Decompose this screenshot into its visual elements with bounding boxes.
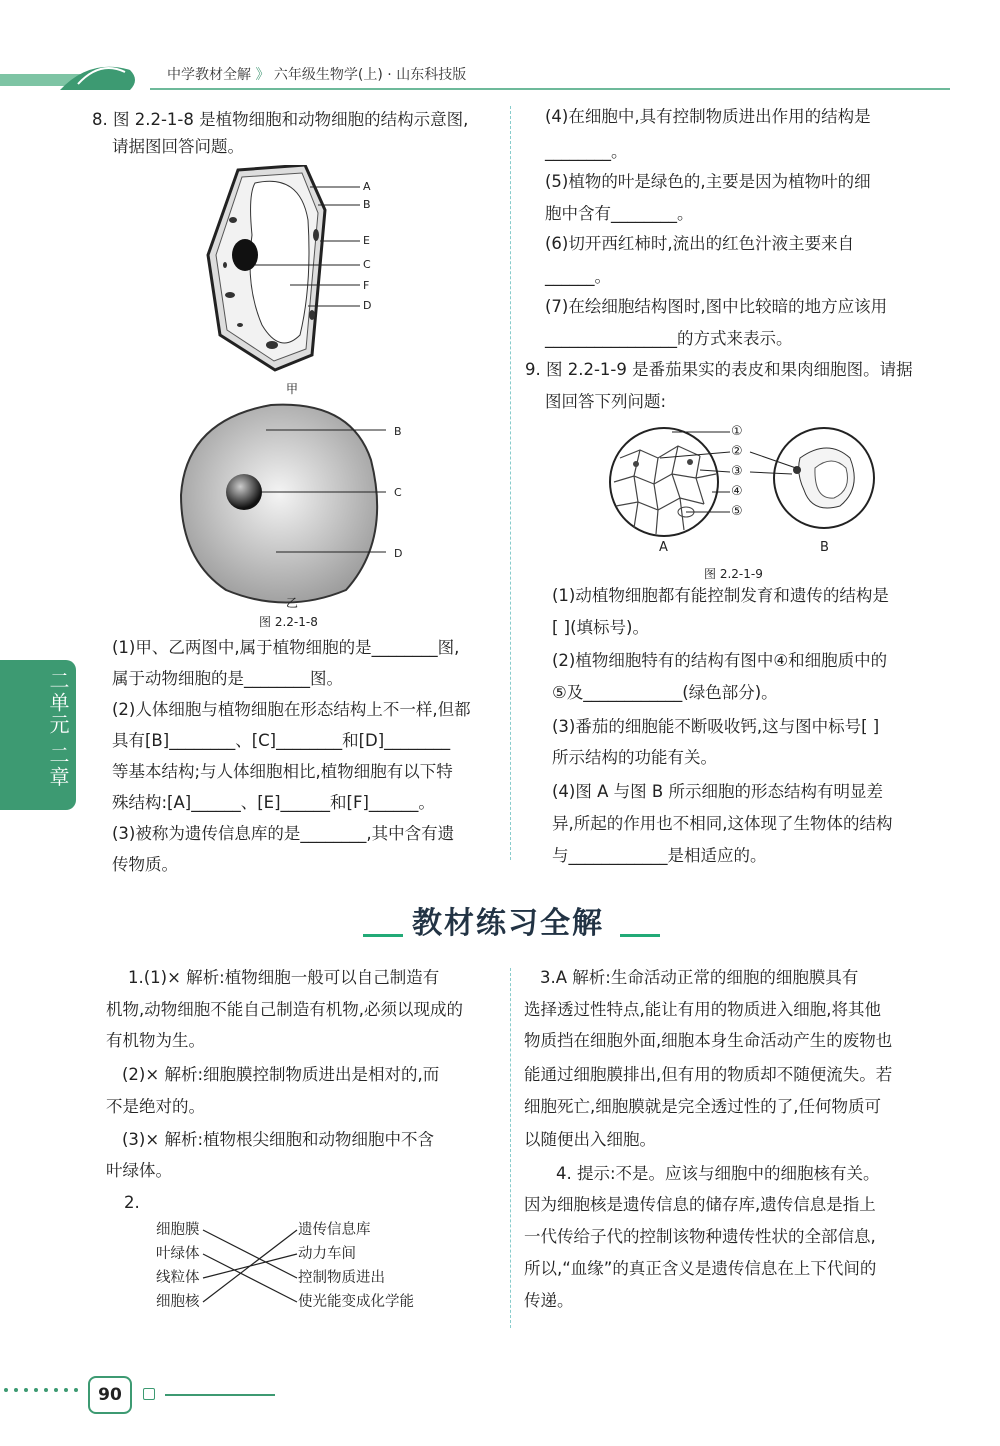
match-left-3: 线粒体 [156,1270,200,1286]
page-number: 90 [88,1376,132,1414]
q9-s1-a: (1)动植物细胞都有能控制发育和遗传的结构是 [552,586,889,605]
answer-4-b: 因为细胞核是遗传信息的储存库,遗传信息是指上 [524,1195,876,1214]
q8-stem-2: 请据图回答问题。 [112,137,244,156]
match-right-3: 控制物质进出 [298,1270,385,1286]
subject-title: 六年级生物学(上) [273,67,383,83]
answer-3-a: 3.A 解析:生命活动正常的细胞的细胞膜具有 [540,968,859,987]
animal-label-b: B [394,425,402,438]
answer-1-3-a: (3)× 解析:植物根尖细胞和动物细胞中不含 [122,1130,435,1149]
q8-s6-a: (6)切开西红柿时,流出的红色汁液主要来自 [545,234,855,253]
q8-s3-a: (3)被称为遗传信息库的是________,其中含有遗 [112,824,455,843]
q9-label-1: ① [731,424,743,439]
answer-3-c: 物质挡在细胞外面,细胞本身生命活动产生的废物也 [524,1031,893,1050]
footer-dots [0,1382,84,1398]
q8-s4-a: (4)在细胞中,具有控制物质进出作用的结构是 [545,107,871,126]
q8-s2-d: 殊结构:[A]______、[E]______和[F]______。 [112,793,435,812]
match-left-4: 细胞核 [156,1294,200,1310]
q9-stem-2: 图回答下列问题: [545,392,667,411]
q9-s4-b: 异,所起的作用也不相同,这体现了生物体的结构 [552,814,893,833]
plant-label-a: A [363,180,371,193]
matching-lines [200,1220,300,1320]
answer-3-e: 细胞死亡,细胞膜就是完全透过性的了,任何物质可 [524,1097,881,1116]
q9-label-5: ⑤ [731,504,743,519]
answer-1-1-c: 有机物为生。 [106,1031,205,1050]
plant-caption: 甲 [286,382,299,396]
answer-4-d: 所以,“血缘”的真正含义是遗传信息在上下代间的 [524,1259,877,1278]
animal-label-d: D [394,547,403,560]
q8-s5-a: (5)植物的叶是绿色的,主要是因为植物叶的细 [545,172,871,191]
q9-label-3: ③ [731,464,743,479]
q8-s2-b: 具有[B]________、[C]________和[D]________ [112,731,451,750]
plant-label-c: C [363,258,371,271]
match-left-2: 叶绿体 [156,1246,200,1262]
animal-cell-diagram [176,400,416,610]
match-right-4: 使光能变成化学能 [298,1294,414,1310]
answer-3-f: 以随便出入细胞。 [524,1130,656,1149]
plant-label-f: F [363,279,370,292]
book-title: 中学教材全解 [167,67,251,83]
answer-4-c: 一代传给子代的控制该物种遗传性状的全部信息, [524,1227,876,1246]
answer-1-1-a: 1.(1)× 解析:植物细胞一般可以自己制造有 [128,968,440,987]
animal-caption: 乙 [286,596,299,610]
answer-4-a: 4. 提示:不是。应该与细胞中的细胞核有关。 [556,1164,880,1183]
q9-s4-a: (4)图 A 与图 B 所示细胞的形态结构有明显差 [552,782,883,801]
unit-side-text: 二单元 二章 [46,670,70,789]
answer-1-2-b: 不是绝对的。 [106,1097,205,1116]
q9-panel-b: B [820,540,829,555]
q9-panel-a: A [659,540,668,555]
q9-s1-b: [ ](填标号)。 [552,618,649,637]
running-header: 中学教材全解 》 六年级生物学(上) · 山东科技版 [167,67,467,83]
plant-nucleus [232,239,258,271]
q8-s7-a: (7)在绘细胞结构图时,图中比较暗的地方应该用 [545,297,888,316]
q8-s6-b: ______。 [545,267,611,286]
answer-4-e: 传递。 [524,1291,574,1310]
animal-label-c: C [394,486,402,499]
answer-3-b: 选择透过性特点,能让有用的物质进入细胞,将其他 [524,1000,881,1019]
answer-2-label: 2. [124,1193,140,1212]
header-band [0,60,1000,96]
q8-stem-1: 8. 图 2.2-1-8 是植物细胞和动物细胞的结构示意图, [92,110,469,129]
plant-label-b: B [363,198,371,211]
plant-label-d: D [363,299,372,312]
q8-s5-b: 胞中含有________。 [545,204,694,223]
column-divider [510,106,511,860]
answer-1-2-a: (2)× 解析:细胞膜控制物质进出是相对的,而 [122,1065,440,1084]
answer-3-d: 能通过细胞膜排出,但有用的物质却不随便流失。若 [524,1065,893,1084]
footer-rule [165,1394,275,1396]
answer-1-3-b: 叶绿体。 [106,1161,172,1180]
match-left-1: 细胞膜 [156,1222,200,1238]
header-rule [150,88,950,90]
q9-s2-b: ⑤及____________(绿色部分)。 [552,683,778,702]
q9-stem-1: 9. 图 2.2-1-9 是番茄果实的表皮和果肉细胞图。请据 [525,360,913,379]
q8-s1-a: (1)甲、乙两图中,属于植物细胞的是________图, [112,638,460,657]
q9-s3-a: (3)番茄的细胞能不断吸收钙,这与图中标号[ ] [552,717,880,736]
match-right-1: 遗传信息库 [298,1222,371,1238]
section-title: 教材练习全解 [412,906,604,941]
answer-1-1-b: 机物,动物细胞不能自己制造有机物,必须以现成的 [106,1000,463,1019]
q9-label-2: ② [731,444,743,459]
q8-s7-b: ________________的方式来表示。 [545,329,793,348]
q9-s3-b: 所示结构的功能有关。 [552,748,717,767]
fig-2-2-1-9-caption: 图 2.2-1-9 [704,567,763,581]
q9-s2-a: (2)植物细胞特有的结构有图中④和细胞质中的 [552,651,888,670]
q9-label-4: ④ [731,484,743,499]
q8-s1-b: 属于动物细胞的是________图。 [112,669,343,688]
edition-title: 山东科技版 [396,67,467,83]
footer-square [143,1388,155,1400]
animal-cell-membrane [181,405,377,603]
q8-s4-b: ________。 [545,142,628,161]
animal-nucleus [226,474,262,510]
column-divider-lower [510,968,511,1328]
q8-s3-b: 传物质。 [112,855,178,874]
plant-label-e: E [363,234,370,247]
q8-s2-a: (2)人体细胞与植物细胞在形态结构上不一样,但都 [112,700,471,719]
q9-s4-c: 与____________是相适应的。 [552,846,767,865]
q8-s2-c: 等基本结构;与人体细胞相比,植物细胞有以下特 [112,762,453,781]
match-right-2: 动力车间 [298,1246,356,1262]
fig-2-2-1-8-caption: 图 2.2-1-8 [259,615,318,629]
